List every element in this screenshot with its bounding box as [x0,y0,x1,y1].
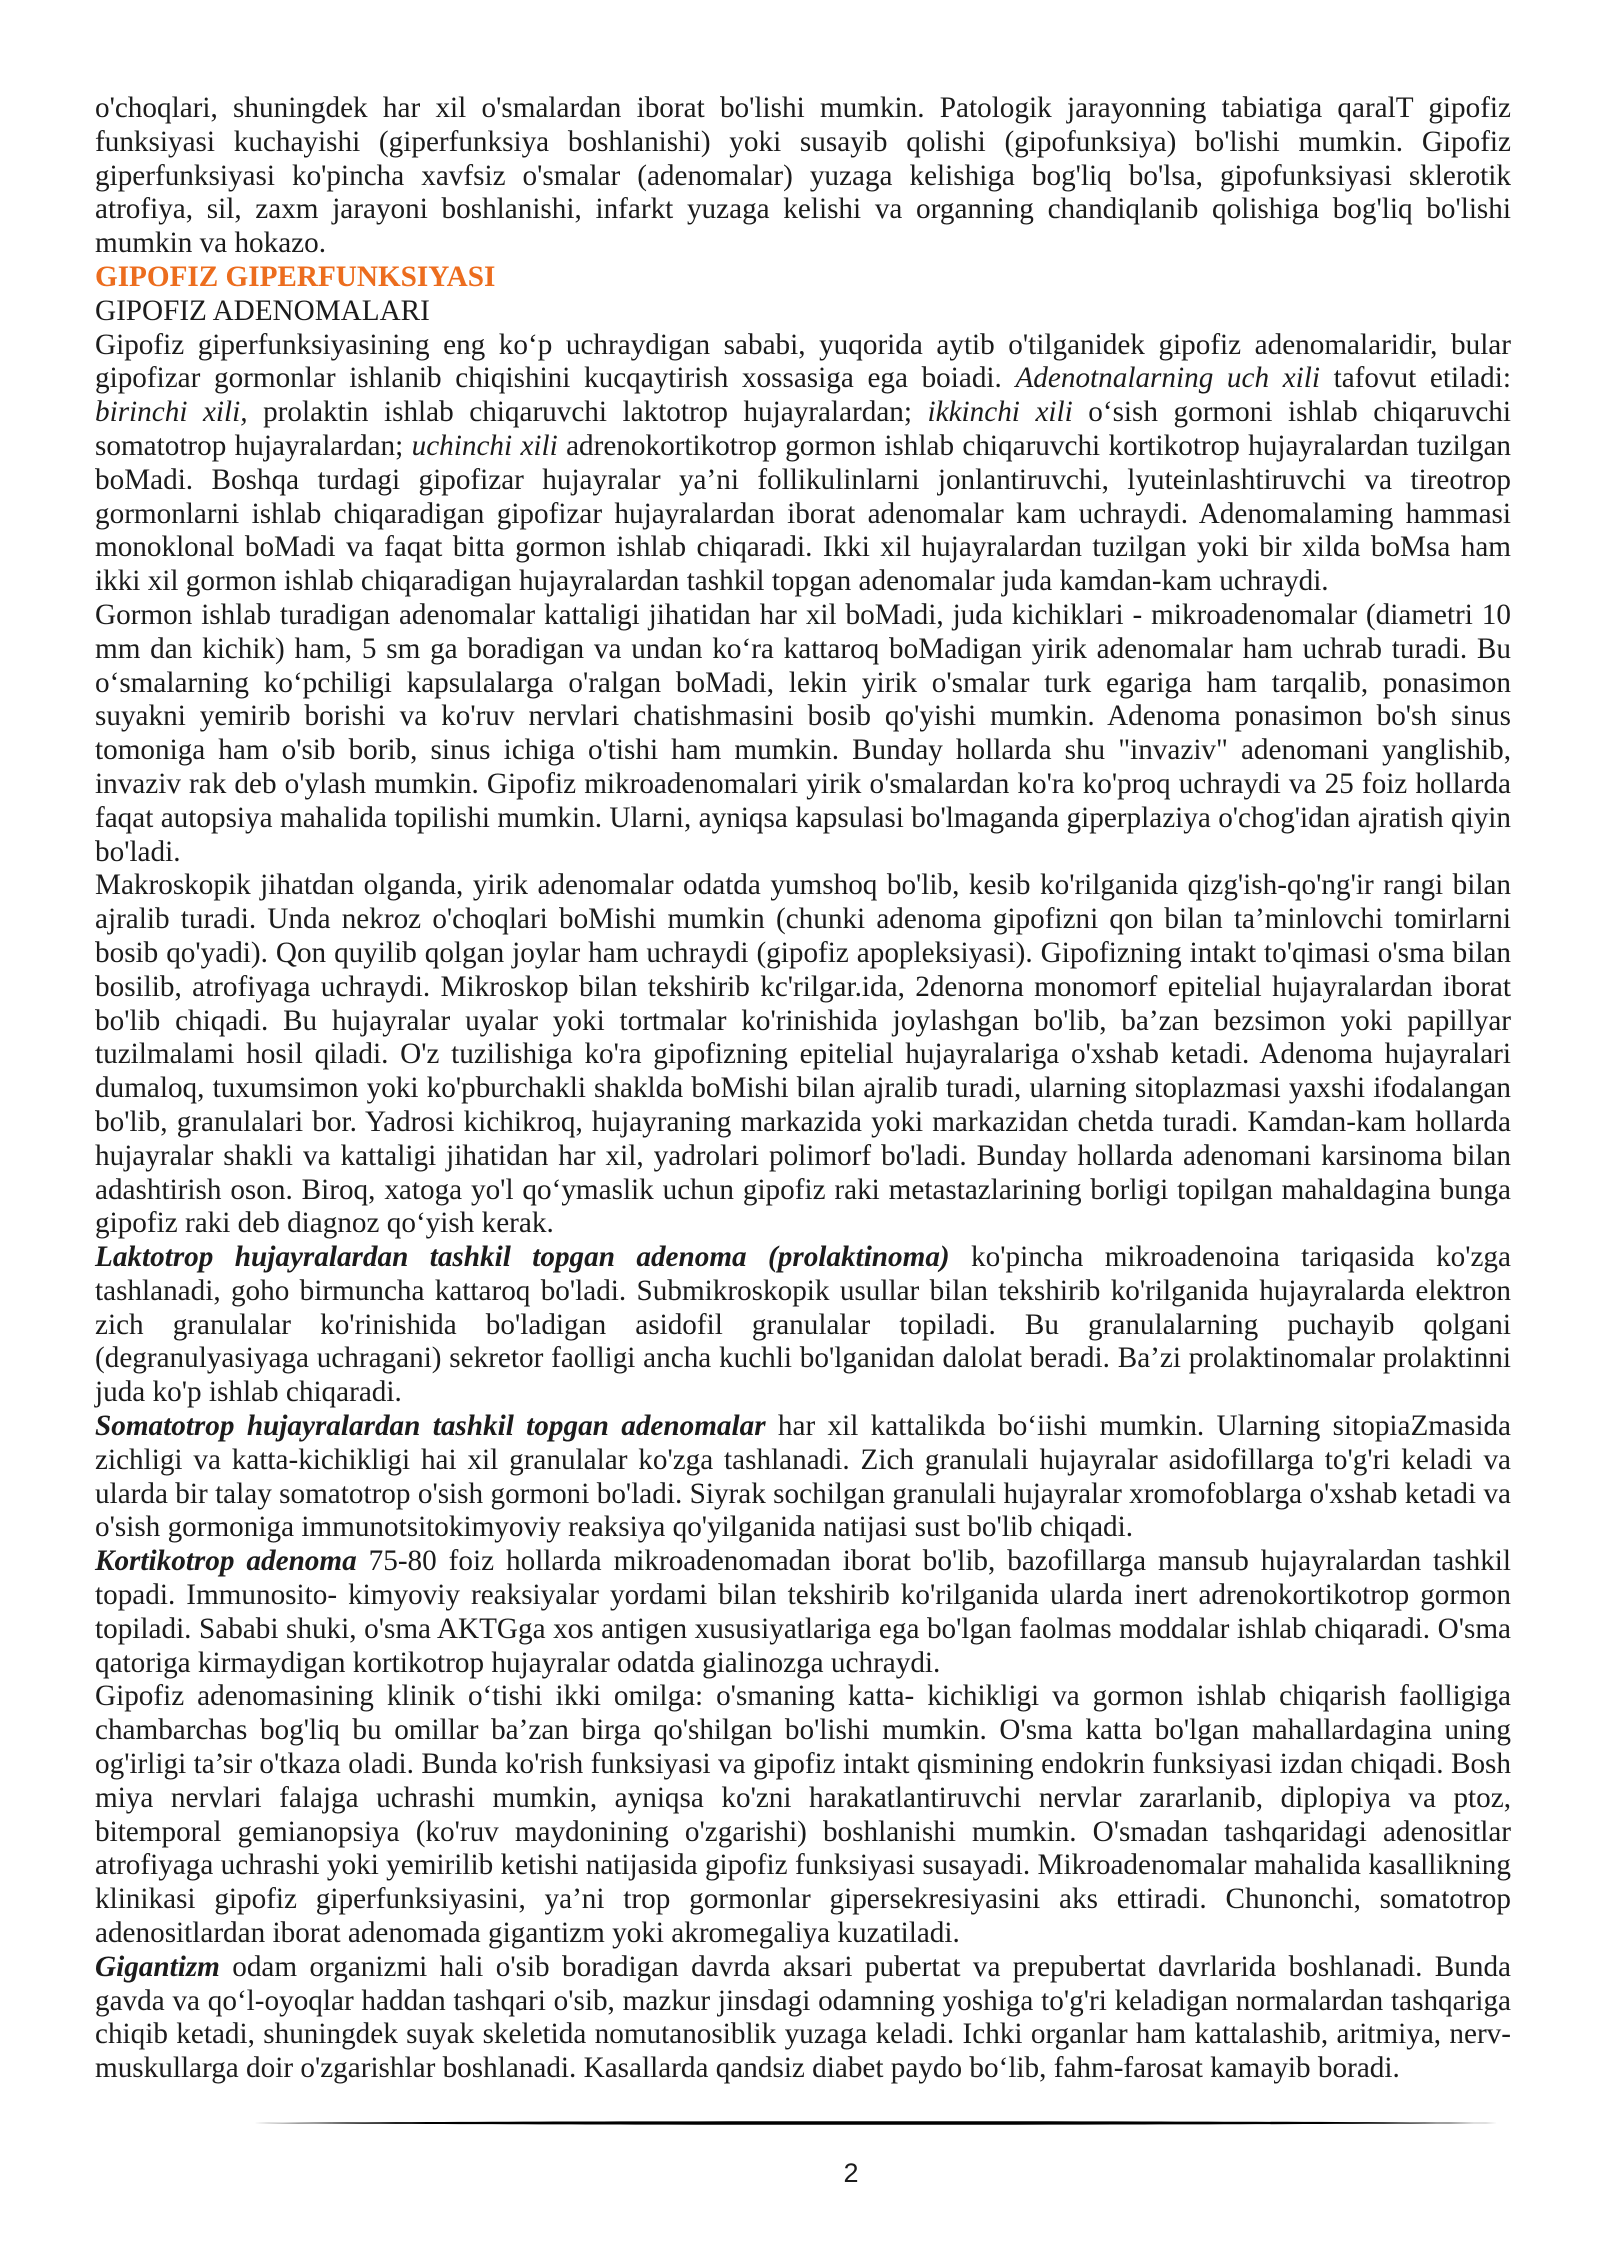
paragraph-text: adrenokortikotrop gormon ishlab chiqaruvchi kortikotrop hujayralardan tuzilgan boMadi. Boshqa turdagi gipofizar hujayralar ya’ni follikulinlarni jonlantiruvchi, lyuteinlashtiruvchi va tireotrop gormonlarni ishlab chiqaradigan gipofizar hujayralardan iborat adenomalar kam uchraydi. Adenomalaming hammasi monoklonal boMadi va faqat bitta gormon ishlab chiqaradi. Ikki xil hujayralardan tuzilgan yoki bir xilda boMsa ham ikki xil gormon ishlab chiqaradigan hujayralardan tashkil topgan adenomalar juda kamdan-kam uchraydi. [95,429,1511,598]
paragraph-text: 75-80 foiz hollarda mikroadenomadan iborat bo'lib, bazofillarga mansub hujayralardan tashkil topadi. Immunosito- kimyoviy reaksiyalar yordami bilan tekshirib ko'rilganida ularda inert adrenokortikotrop gormon topiladi. Sababi shuki, o'sma AKTGga xos antigen xususiyatlariga ega bo'lgan faolmas moddalar ishlab chiqaradi. O'sma qatoriga kirmaydigan kortikotrop hujayralar odatda gialinozga uchraydi. [95,1545,1512,1679]
paragraph-text: Gipofiz giperfunksiyasining eng ko‘p uchraydigan sababi, yuqorida aytib o'tilganidek gipofiz adenomalaridir, bular gipofizar gormonlar ishlanib chiqishini kucqaytirish xossasiga ega boiadi. [95,328,1511,395]
footer-rule-line [251,2120,1497,2126]
paragraph-text: Makroskopik jihatdan olganda, yirik adenomalar odatda yumshoq bo'lib, kesib ko'rilganida qizg'ish-qo'ng'ir rangi bilan ajralib turadi. Unda nekroz o'choqlari boMishi mumkin (chunki adenoma gipofizni qon bilan ta’minlovchi tomirlarni bosib qo'yadi). Qon quyilib qolgan joylar ham uchraydi (gipofiz apopleksiyasi). Gipofizning intakt to'qimasi o'sma bilan bosilib, atrofiyaga uchraydi. Mikroskop bilan tekshirib kc'rilgar.ida, 2denorna monomorf epitelial hujayralardan iborat bo'lib chiqadi. Bu hujayralar uyalar yoki tortmalar ko'rinishida joylashgan bo'lib, ba’zan bezsimon yoki papillyar tuzilmalami hosil qiladi. O'z tuzilishiga ko'ra gipofizning epitelial hujayralariga o'xshab ketadi. Adenoma hujayralari dumaloq, tuxumsimon yoki ko'pburchakli shaklda boMishi bilan ajralib turadi, ularning sitoplazmasi yaxshi ifodalangan bo'lib, granulalari bor. Yadrosi kichikroq, hujayraning markazida yoki markazidan chetda turadi. Kamdan-kam hollarda hujayralar shakli va kattaligi jihatidan har xil, yadrolari polimorf bo'ladi. Bunday hollarda adenomani karsinoma bilan adashtirish oson. Biroq, xatoga yo'l qo‘ymaslik uchun gipofiz raki metastazlarining borligi topilgan mahaldagina bunga gipofiz raki deb diagnoz qo‘yish kerak. [95,869,1511,1240]
emphasized-term: Kortikotrop adenoma [95,1545,357,1578]
footer-rule [251,2120,1497,2126]
paragraph-text: tafovut etiladi: [1319,362,1511,395]
document-body [95,92,1511,2086]
continued-paragraph: o'choqlari, shuningdek har xil o'smalardan iborat bo'lishi mumkin. Patologik jarayonning tabiatiga qaralT gipofiz funksiyasi kuchayishi (giperfunksiya boshlanishi) yoki susayib qolishi (gipofunksiya) bo'lishi mumkin. Gipofiz giperfunksiyasi ko'pincha xavfsiz o'smalar (adenomalar) yuzaga kelishiga bog'liq bo'lsa, gipofunksiyasi sklerotik atrofiya, sil, zaxm jarayoni boshlanishi, infarkt yuzaga kelishi va organning chandiqlanib qolishiga bog'liq bo'lishi mumkin va hokazo. [95,92,1511,260]
paragraph-text: Gormon ishlab turadigan adenomalar kattaligi jihatidan har xil boMadi, juda kichiklari - mikroadenomalar (diametri 10 mm dan kichik) ham, 5 sm ga boradigan va undan ko‘ra kattaroq boMadigan yirik adenomalar ham uchrab turadi. Bu o‘smalarning ko‘pchiligi kapsulalarga o'ralgan boMadi, lekin yirik o'smalar turk egariga ham tarqalib, ponasimon suyakni yemirib borishi va ko'ruv nervlari chatishmasini bosib qo'yishi mumkin. Adenoma ponasimon bo'sh sinus tomoniga ham o'sib borib, sinus ichiga o'tishi ham mumkin. Bunday hollarda shu "invaziv" adenomani yanglishib, invaziv rak deb o'ylash mumkin. Gipofiz mikroadenomalari yirik o'smalardan ko'ra ko'proq uchraydi va 25 foiz hollarda faqat autopsiya mahalida topilishi mumkin. Ularni, ayniqsa kapsulasi bo'lmaganda giperplaziya o'chog'idan ajratish qiyin bo'ladi. [95,598,1511,868]
emphasized-term: ikkinchi xili [927,396,1073,429]
paragraph-gigantism [95,1951,1511,2086]
paragraph-somatotrop [95,1410,1511,1545]
emphasized-term: Laktotrop hujayralardan tashkil topgan adenoma (prolaktinoma) [95,1241,950,1274]
paragraph-adenoma-types [95,329,1511,599]
emphasized-term: birinchi xili, [95,396,248,429]
paragraph-adenoma-size [95,599,1511,869]
paragraph-macroscopy [95,869,1511,1241]
emphasized-term: uchinchi xili [411,429,558,462]
emphasized-term: Somatotrop hujayralardan tashkil topgan adenomalar [95,1410,766,1443]
paragraph-clinical-course [95,1680,1511,1950]
paragraph-text: har xil kattalikda bo‘iishi mumkin. Ularning sitopiaZmasida zichligi va katta-kichikligi hai xil granulalar ko'zga tashlanadi. Zich granulali hujayralar asidofillarga to'g'ri keladi va ularda bir talay somatotrop o'sish gormoni bo'ladi. Siyrak sochilgan granulali hujayralar xromofoblarga o'xshab ketadi va o'sish gormoniga immunotsitokimyoviy reaksiya qo'yilganida natijasi sust bo'lib chiqadi. [95,1410,1511,1544]
paragraph-text: o‘sish gormoni ishlab chiqaruvchi somatotrop hujayralardan; [95,396,1511,462]
paragraph-prolactinoma [95,1241,1511,1410]
paragraph-text: prolaktin ishlab chiqaruvchi laktotrop hujayralardan; [247,396,928,429]
paragraph-text: ko'pincha mikroadenoina tariqasida ko'zga tashlanadi, goho birmuncha kattaroq bo'ladi. Submikroskopik usullar bilan tekshirib ko'rilganida hujayralarda elektron zich granulalar ko'rinishida bo'ladigan asidofil granulalar topiladi. Bu granulalarning puchayib qolgani (degranulyasiyaga uchragani) sekretor faolligi ancha kuchli bo'lganidan dalolat beradi. Ba’zi prolaktinomalar prolaktinni juda ko'p ishlab chiqaradi. [95,1241,1511,1409]
emphasized-term: Adenotnalarning uch xili [1015,362,1320,395]
paragraph-text: Gipofiz adenomasining klinik o‘tishi ikki omilga: o'smaning katta- kichikligi va gormon ishlab chiqarish faolligiga chambarchas bog'liq bu omillar ba’zan birga qo'shilgan bo'lishi mumkin. O'sma katta bo'lgan mahallardagina uning og'irligi ta’sir o'tkaza oladi. Bunda ko'rish funksiyasi va gipofiz intakt qismining endokrin funksiyasi izdan chiqadi. Bosh miya nervlari falajga uchrashi mumkin, ayniqsa ko'zni harakatlantiruvchi nervlar zararlanib, diplopiya va ptoz, bitemporal gemianopsiya (ko'ruv maydonining o'zgarishi) boshlanishi mumkin. O'smadan tashqaridagi adenositlar atrofiyaga uchrashi yoki yemirilib ketishi natijasida gipofiz funksiyasi susayadi. Mikroadenomalar mahalida kasallikning klinikasi gipofiz giperfunksiyasini, ya’ni trop gormonlar gipersekresiyasini aks ettiradi. Chunonchi, somatotrop adenositlardan iborat adenomada gigantizm yoki akromegaliya kuzatiladi. [95,1680,1511,1950]
emphasized-term: Gigantizm [95,1950,220,1983]
page-number: 2 [843,2158,859,2188]
paragraph-corticotrop [95,1545,1511,1680]
subsection-heading: GIPOFIZ ADENOMALARI [95,294,430,327]
paragraph-text: odam organizmi hali o'sib boradigan davrda aksari pubertat va prepubertat davrlarida boshlanadi. Bunda gavda va qo‘l-oyoqlar haddan tashqari o'sib, mazkur jinsdagi odamning yoshiga to'g'ri keladigan normalardan tashqariga chiqib ketadi, shuningdek suyak skeletida nomutanosiblik yuzaga keladi. Ichki organlar ham kattalashib, aritmiya, nerv-muskullarga doir o'zgarishlar boshlanadi. Kasallarda qandsiz diabet paydo bo‘lib, fahm-farosat kamayib boradi. [95,1950,1511,2085]
section-heading: GIPOFIZ GIPERFUNKSIYASI [95,260,496,293]
